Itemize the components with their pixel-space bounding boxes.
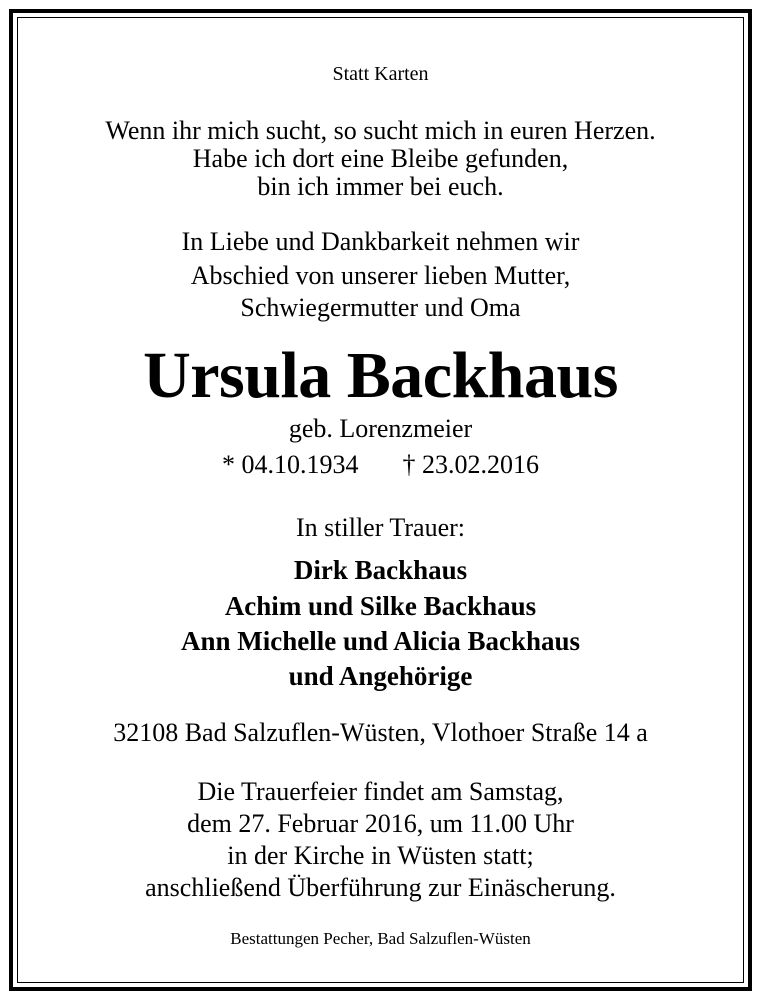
birth-date: * 04.10.1934 (222, 450, 359, 479)
birth-name: geb. Lorenzmeier (288, 414, 473, 443)
life-dates (0, 452, 761, 478)
service-line-3: in der Kirche in Wüsten statt; (227, 841, 534, 870)
deceased-name: Ursula Backhaus (143, 339, 618, 412)
funeral-home: Bestattungen Pecher, Bad Salzuflen-Wüsten (230, 929, 531, 948)
mourner-name: Achim und Silke Backhaus (224, 591, 537, 621)
service-line-4: anschließend Überführung zur Einäscherung. (145, 873, 616, 902)
mourner-name: Dirk Backhaus (293, 555, 468, 585)
poem-line-3: bin ich immer bei euch. (257, 172, 504, 201)
service-line-1: Die Trauerfeier findet am Samstag, (197, 777, 564, 806)
mourners-heading: In stiller Trauer: (296, 513, 465, 542)
intro-line-1: In Liebe und Dankbarkeit nehmen wir (181, 227, 580, 256)
death-date: † 23.02.2016 (402, 450, 539, 479)
intro-line-3: Schwiegermutter und Oma (240, 293, 521, 322)
mourner-name: Ann Michelle und Alicia Backhaus (180, 626, 581, 656)
poem-line-2: Habe ich dort eine Bleibe gefunden, (192, 144, 569, 173)
poem-line-1: Wenn ihr mich sucht, so sucht mich in euren Herzen. (105, 116, 656, 145)
address: 32108 Bad Salzuflen-Wüsten, Vlothoer Straße 14 a (113, 718, 648, 747)
mourner-name: und Angehörige (288, 661, 473, 691)
header-statt-karten: Statt Karten (332, 63, 429, 85)
intro-line-2: Abschied von unserer lieben Mutter, (190, 261, 571, 290)
service-line-2: dem 27. Februar 2016, um 11.00 Uhr (187, 809, 574, 838)
